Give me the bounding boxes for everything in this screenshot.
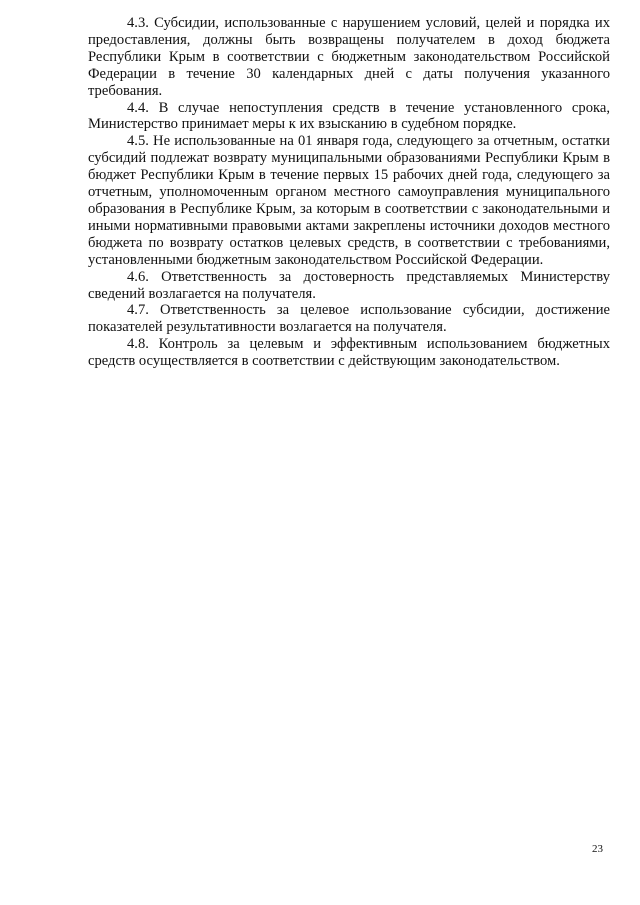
paragraph-4-3: 4.3. Субсидии, использованные с нарушением условий, целей и порядка их предоставления, должны быть возвращены получателем в доход бюджета Республики Крым в соответствии с бюджетным законодательством Российской Федерации в течение 30 календарных дней с даты получения указанного требования. — [88, 15, 610, 99]
paragraph-4-7: 4.7. Ответственность за целевое использование субсидии, достижение показателей результативности возлагается на получателя. — [88, 302, 610, 336]
document-page — [88, 15, 610, 370]
paragraph-4-8: 4.8. Контроль за целевым и эффективным использованием бюджетных средств осуществляется в соответствии с действующим законодательством. — [88, 336, 610, 370]
paragraph-4-5: 4.5. Не использованные на 01 января года, следующего за отчетным, остатки субсидий подлежат возврату муниципальными образованиями Республики Крым в бюджет Республики Крым в течение первых 15 рабочих дней года, следующего за отчетным, уполномоченным органом местного самоуправления муниципального образования в Республике Крым, за которым в соответствии с законодательными и иными нормативными правовыми актами закреплены источники доходов местного бюджета по возврату остатков целевых средств, в соответствии с требованиями, установленными бюджетным законодательством Российской Федерации. — [88, 133, 610, 268]
page-number: 23 — [592, 843, 603, 855]
paragraph-4-6: 4.6. Ответственность за достоверность представляемых Министерству сведений возлагается на получателя. — [88, 268, 610, 302]
paragraph-4-4: 4.4. В случае непоступления средств в течение установленного срока, Министерство принимает меры к их взысканию в судебном порядке. — [88, 99, 610, 133]
